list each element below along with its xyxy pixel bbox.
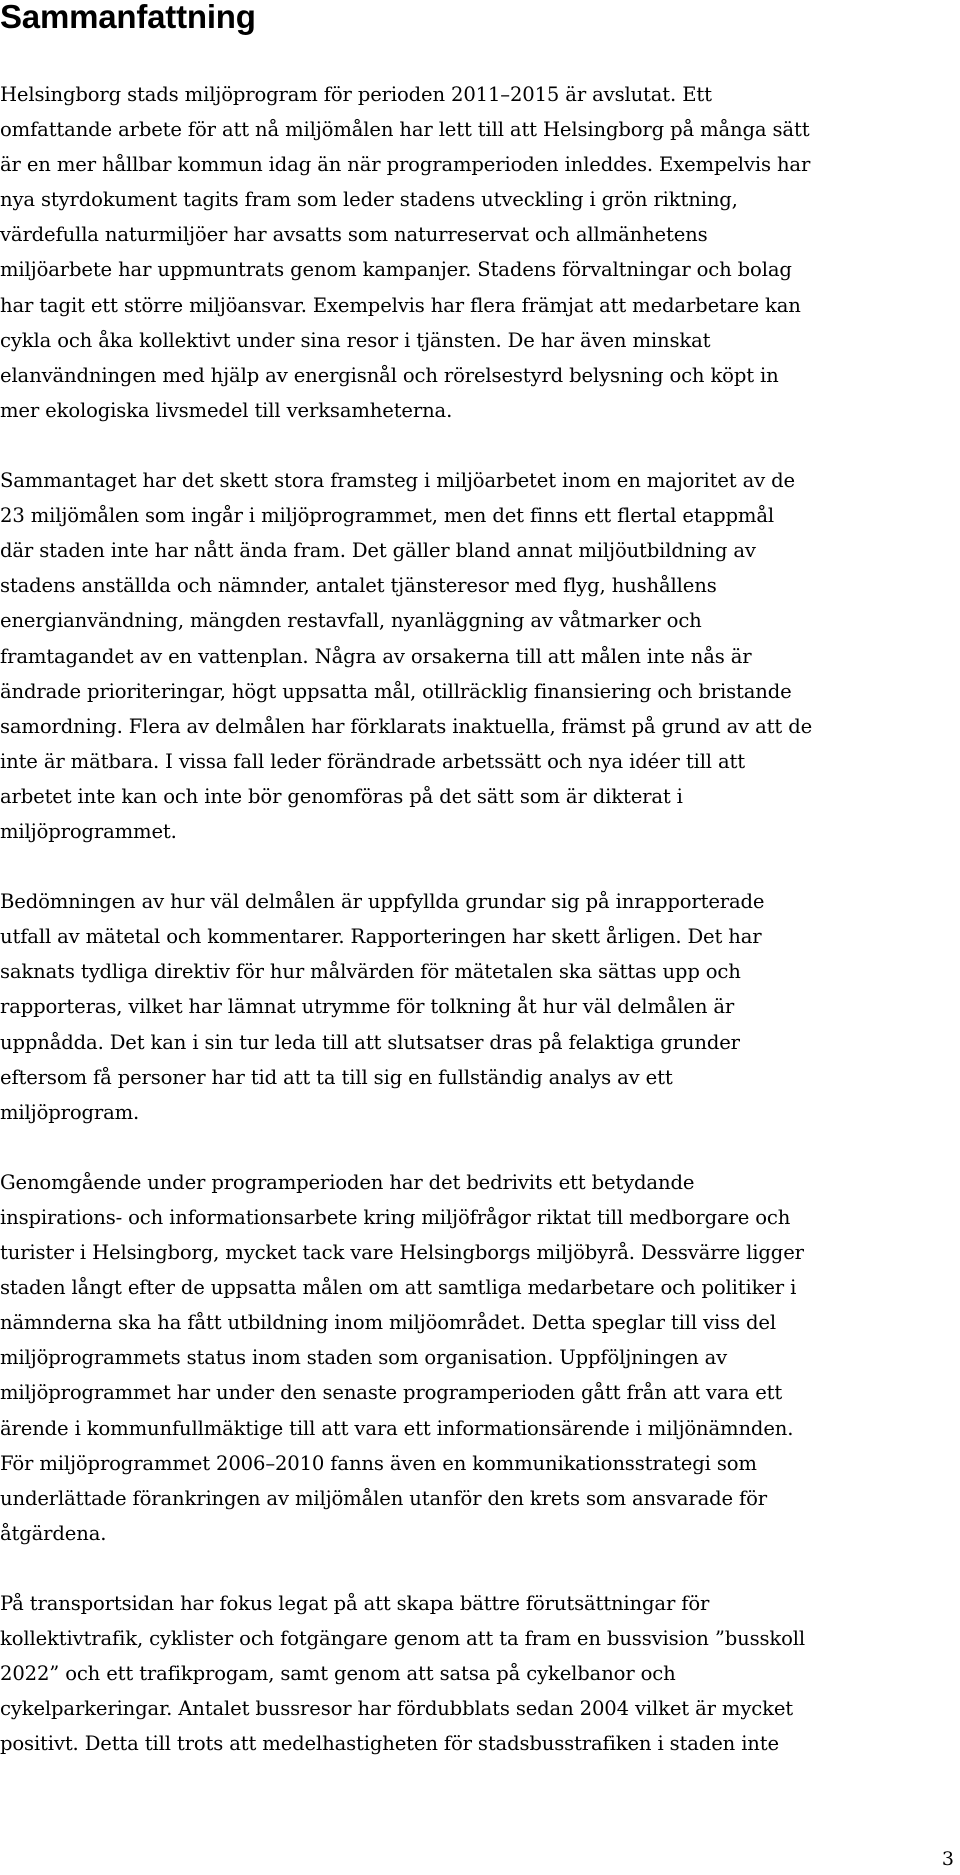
text-line: Sammantaget har det skett stora framsteg i miljöarbetet inom en majoritet av de xyxy=(0,469,795,493)
paragraph-5 xyxy=(0,1586,938,1761)
text-line: saknats tydliga direktiv för hur målvärden för mätetalen ska sättas upp och xyxy=(0,960,741,984)
text-line: mer ekologiska livsmedel till verksamheterna. xyxy=(0,398,453,422)
text-line: kollektivtrafik, cyklister och fotgängare genom att ta fram en bussvision ”busskoll xyxy=(0,1627,805,1651)
text-line: värdefulla naturmiljöer har avsatts som naturreservat och allmänhetens xyxy=(0,223,708,247)
text-line: Genomgående under programperioden har det bedrivits ett betydande xyxy=(0,1170,695,1194)
text-line: Helsingborg stads miljöprogram för perioden 2011–2015 är avslutat. Ett xyxy=(0,83,712,106)
text-line: På transportsidan har fokus legat på att skapa bättre förutsättningar för xyxy=(0,1592,710,1616)
text-line: utfall av mätetal och kommentarer. Rapporteringen har skett årligen. Det har xyxy=(0,925,762,949)
text-line: elanvändningen med hjälp av energisnål och rörelsestyrd belysning och köpt in xyxy=(0,363,779,387)
text-line: eftersom få personer har tid att ta till sig en fullständig analys av ett xyxy=(0,1065,673,1089)
text-line: miljöprogrammet har under den senaste programperioden gått från att vara ett xyxy=(0,1381,783,1405)
text-line: staden långt efter de uppsatta målen om att samtliga medarbetare och politiker i xyxy=(0,1276,797,1300)
text-line: ärende i kommunfullmäktige till att vara ett informationsärende i miljönämnden. xyxy=(0,1416,794,1440)
paragraph-2 xyxy=(0,463,938,849)
text-line: rapporteras, vilket har lämnat utrymme för tolkning åt hur väl delmålen är xyxy=(0,995,735,1019)
text-line: energianvändning, mängden restavfall, nyanläggning av våtmarker och xyxy=(0,609,702,633)
paragraph-4 xyxy=(0,1165,938,1551)
paragraph-1 xyxy=(0,77,938,428)
page-title: Sammanfattning xyxy=(0,0,256,35)
text-line: miljöprogrammets status inom staden som organisation. Uppföljningen av xyxy=(0,1346,728,1370)
text-line: cykelparkeringar. Antalet bussresor har fördubblats sedan 2004 vilket är mycket xyxy=(0,1697,793,1721)
text-line: nämnderna ska ha fått utbildning inom miljöområdet. Detta speglar till viss del xyxy=(0,1311,776,1335)
text-line: miljöarbete har uppmuntrats genom kampanjer. Stadens förvaltningar och bolag xyxy=(0,258,792,282)
text-line: omfattande arbete för att nå miljömålen har lett till att Helsingborg på många sätt xyxy=(0,118,810,142)
text-line: där staden inte har nått ända fram. Det gäller bland annat miljöutbildning av xyxy=(0,539,756,563)
text-line: Bedömningen av hur väl delmålen är uppfyllda grundar sig på inrapporterade xyxy=(0,890,765,914)
text-line: 2022” och ett trafikprogam, samt genom att satsa på cykelbanor och xyxy=(0,1662,676,1686)
text-line: miljöprogrammet. xyxy=(0,819,177,843)
text-line: arbetet inte kan och inte bör genomföras på det sätt som är dikterat i xyxy=(0,784,683,808)
text-line: 23 miljömålen som ingår i miljöprogrammet, men det finns ett flertal etappmål xyxy=(0,504,774,528)
text-line: turister i Helsingborg, mycket tack vare Helsingborgs miljöbyrå. Dessvärre ligger xyxy=(0,1241,804,1265)
document-body xyxy=(0,77,938,1762)
text-line: uppnådda. Det kan i sin tur leda till att slutsatser dras på felaktiga grunder xyxy=(0,1030,740,1054)
text-line: nya styrdokument tagits fram som leder stadens utveckling i grön riktning, xyxy=(0,188,738,212)
text-line: stadens anställda och nämnder, antalet tjänsteresor med flyg, hushållens xyxy=(0,574,717,598)
text-line: underlättade förankringen av miljömålen utanför den krets som ansvarade för xyxy=(0,1486,768,1510)
text-line: positivt. Detta till trots att medelhastigheten för stadsbusstrafiken i staden inte xyxy=(0,1732,779,1756)
page-number: 3 xyxy=(941,1848,954,1870)
text-line: ändrade prioriteringar, högt uppsatta mål, otillräcklig finansiering och bristande xyxy=(0,679,792,703)
text-line: cykla och åka kollektivt under sina resor i tjänsten. De har även minskat xyxy=(0,328,711,352)
text-line: framtagandet av en vattenplan. Några av orsakerna till att målen inte nås är xyxy=(0,644,752,668)
text-line: är en mer hållbar kommun idag än när programperioden inleddes. Exempelvis har xyxy=(0,153,811,177)
text-line: har tagit ett större miljöansvar. Exempelvis har flera främjat att medarbetare kan xyxy=(0,293,801,317)
text-line: samordning. Flera av delmålen har förklarats inaktuella, främst på grund av att de xyxy=(0,714,813,738)
text-line: För miljöprogrammet 2006–2010 fanns även en kommunikationsstrategi som xyxy=(0,1451,757,1475)
paragraph-3 xyxy=(0,884,938,1130)
text-line: inte är mätbara. I vissa fall leder förändrade arbetssätt och nya idéer till att xyxy=(0,749,745,773)
text-line: åtgärdena. xyxy=(0,1521,107,1545)
text-line: inspirations- och informationsarbete kring miljöfrågor riktat till medborgare och xyxy=(0,1206,791,1229)
text-line: miljöprogram. xyxy=(0,1100,140,1124)
